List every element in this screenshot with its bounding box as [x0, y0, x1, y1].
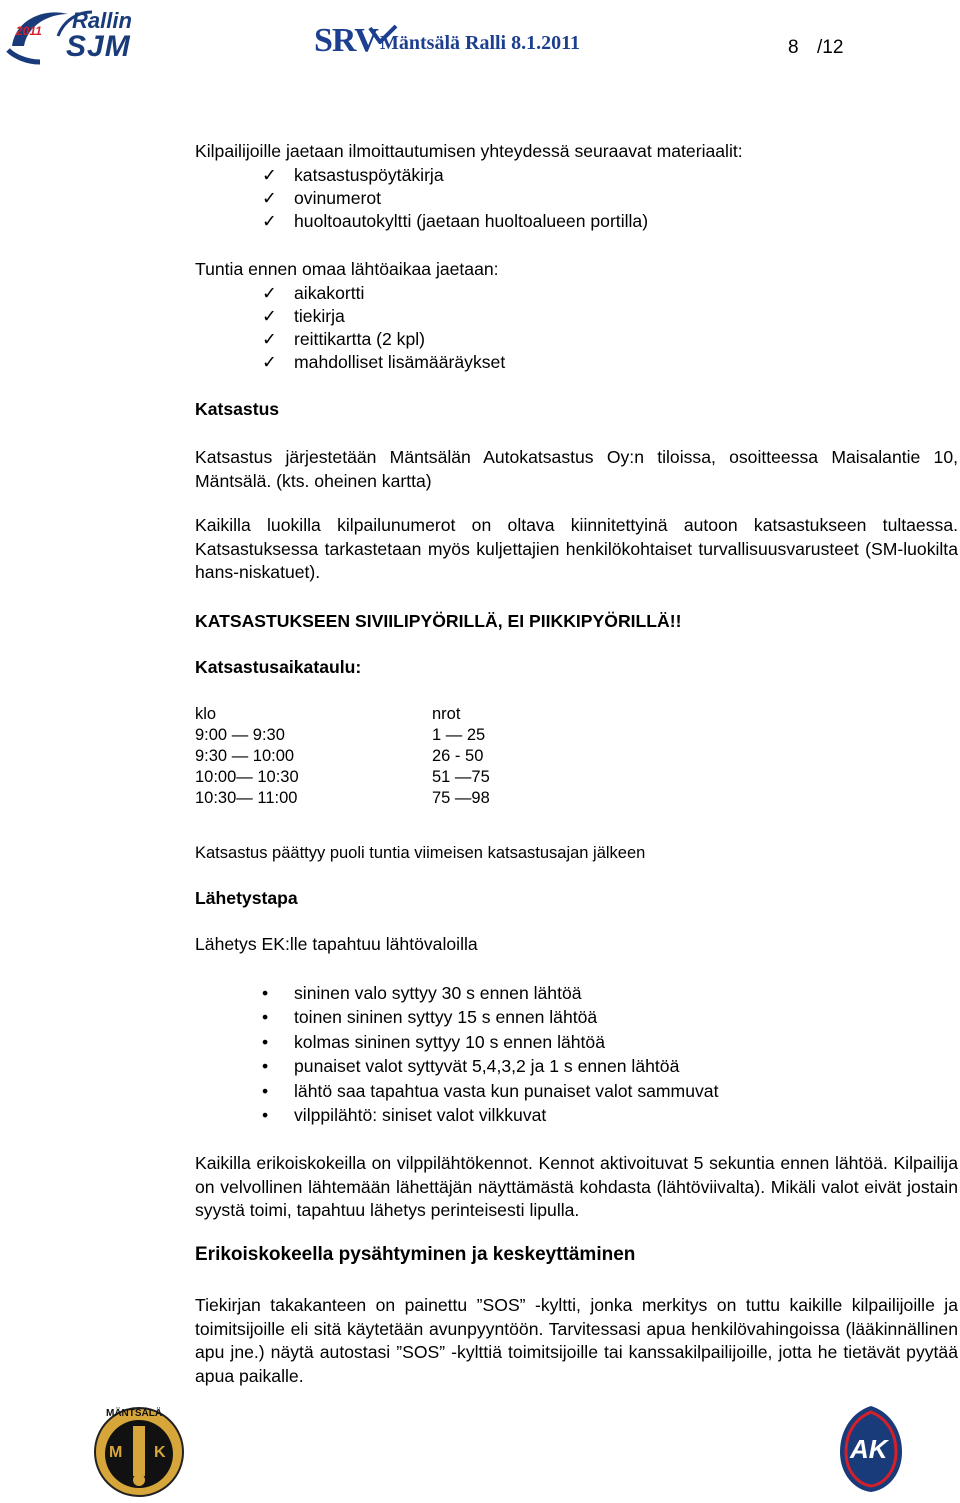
schedule-time: 10:00— 10:30 [195, 768, 299, 786]
schedule-time: 9:00 — 9:30 [195, 726, 285, 744]
list-item: • toinen sininen syttyy 15 s ennen lähtöä [262, 1007, 598, 1027]
list-item: • sininen valo syttyy 30 s ennen lähtöä [262, 983, 582, 1003]
before-start-text: Tuntia ennen omaa lähtöaikaa jaetaan: [195, 259, 499, 279]
check-icon: ✓ [262, 306, 277, 326]
logo-year: 2011 [16, 24, 42, 38]
schedule-time: 9:30 — 10:00 [195, 747, 295, 765]
ak-logo [838, 1404, 904, 1494]
page-total: /12 [817, 37, 844, 58]
start-method-intro: Lähetys EK:lle tapahtuu lähtövaloilla [195, 934, 478, 954]
list-item: ✓ mahdolliset lisämääräykset [262, 352, 506, 372]
bullet-icon: • [262, 1105, 269, 1125]
schedule-col-numbers: nrot [432, 705, 461, 723]
mk-logo-k: K [154, 1444, 166, 1461]
rallin-sjm-logo [6, 6, 136, 68]
srv-logo: SRV [314, 22, 378, 59]
katsastus-paragraph-2: Kaikilla luokilla kilpailunumerot on oltava kiinnitettyinä autoon katsastukseen tultaessa. Katsastuksessa tarkastetaan myös kuljettajien henkilökohtaiset turvallisuusvarusteet (SM-luokilta hans-niskatuet). [195, 515, 958, 582]
ak-logo-text: AK [850, 1434, 888, 1464]
list-item: • kolmas sininen syttyy 10 s ennen lähtöä [262, 1032, 606, 1052]
schedule-time: 10:30— 11:00 [195, 789, 298, 807]
bullet-icon: • [262, 1032, 269, 1052]
schedule-numbers: 51 —75 [432, 768, 490, 786]
schedule-heading: Katsastusaikataulu: [195, 657, 362, 677]
check-icon: ✓ [262, 188, 277, 208]
check-icon: ✓ [262, 283, 277, 303]
bullet-icon: • [262, 1007, 269, 1027]
bullet-icon: • [262, 1081, 269, 1101]
list-item: ✓ tiekirja [262, 306, 345, 326]
schedule-numbers: 1 — 25 [432, 726, 486, 744]
list-item: ✓ aikakortti [262, 283, 365, 303]
katsastus-paragraph-1: Katsastus järjestetään Mäntsälän Autokatsastus Oy:n tiloissa, osoitteessa Maisalantie 10, Mäntsälä. (kts. oheinen kartta) [195, 447, 958, 491]
document-title: Mäntsälä Ralli 8.1.2011 [380, 32, 581, 54]
check-icon: ✓ [262, 211, 277, 231]
schedule-col-time: klo [195, 705, 217, 723]
mantsala-logo-text: MÄNTSÄLÄ [106, 1408, 163, 1419]
check-icon: ✓ [262, 352, 277, 372]
schedule-numbers: 75 —98 [432, 789, 490, 807]
check-icon: ✓ [262, 329, 277, 349]
list-item: • punaiset valot syttyvät 5,4,3,2 ja 1 s ennen lähtöä [262, 1056, 680, 1076]
list-item: ✓ katsastuspöytäkirja [262, 165, 444, 185]
bullet-icon: • [262, 1056, 269, 1076]
bullet-icon: • [262, 983, 269, 1003]
mk-logo-m: M [109, 1444, 123, 1461]
list-item: ✓ huoltoautokyltti (jaetaan huoltoalueen portilla) [262, 211, 649, 231]
check-icon: ✓ [262, 165, 277, 185]
katsastus-heading: Katsastus [195, 399, 280, 419]
page-number: 8 [788, 37, 799, 58]
list-item: ✓ reittikartta (2 kpl) [262, 329, 426, 349]
intro-text: Kilpailijoille jaetaan ilmoittautumisen yhteydessä seuraavat materiaalit: [195, 141, 743, 161]
stopping-paragraph: Tiekirjan takakanteen on painettu ”SOS” -kyltti, jonka merkitys on tuttu kaikille kilpailijoille ja toimitsijoille eli sitä käytetään avunpyyntöön. Tarvitessasi apua henkilövahingoissa (lääkinnällinen apu jne.) näytä autostasi ”SOS” -kylttiä toimitsijoille tai kanssakilpailijoille, jotta he tietävät pyytää apua paikalle. [195, 1295, 958, 1386]
logo-line2: SJM [66, 30, 131, 63]
schedule-note: Katsastus päättyy puoli tuntia viimeisen katsastusajan jälkeen [195, 844, 646, 862]
header [0, 0, 960, 80]
list-item: • lähtö saa tapahtua vasta kun punaiset valot sammuvat [262, 1081, 719, 1101]
start-method-paragraph: Kaikilla erikoiskokeilla on vilppilähtökennot. Kennot aktivoituvat 5 sekuntia ennen lähtöä. Kilpailija on velvollinen lähtemään lähettäjän näyttämästä kohdasta (lähtöviivalta). Mikäli valot eivät jostain syystä toimi, tapahtuu lähetys perinteisesti lipulla. [195, 1153, 958, 1220]
mantsala-mk-logo [92, 1402, 186, 1498]
list-item: ✓ ovinumerot [262, 188, 382, 208]
list-item: • vilppilähtö: siniset valot vilkkuvat [262, 1105, 547, 1125]
start-method-heading: Lähetystapa [195, 888, 298, 908]
katsastus-warning: KATSASTUKSEEN SIVIILIPYÖRILLÄ, EI PIIKKIPYÖRILLÄ!! [195, 611, 682, 631]
schedule-numbers: 26 - 50 [432, 747, 484, 765]
stopping-heading: Erikoiskokeella pysähtyminen ja keskeyttäminen [195, 1244, 636, 1265]
logo-line1: Rallin [72, 8, 132, 33]
